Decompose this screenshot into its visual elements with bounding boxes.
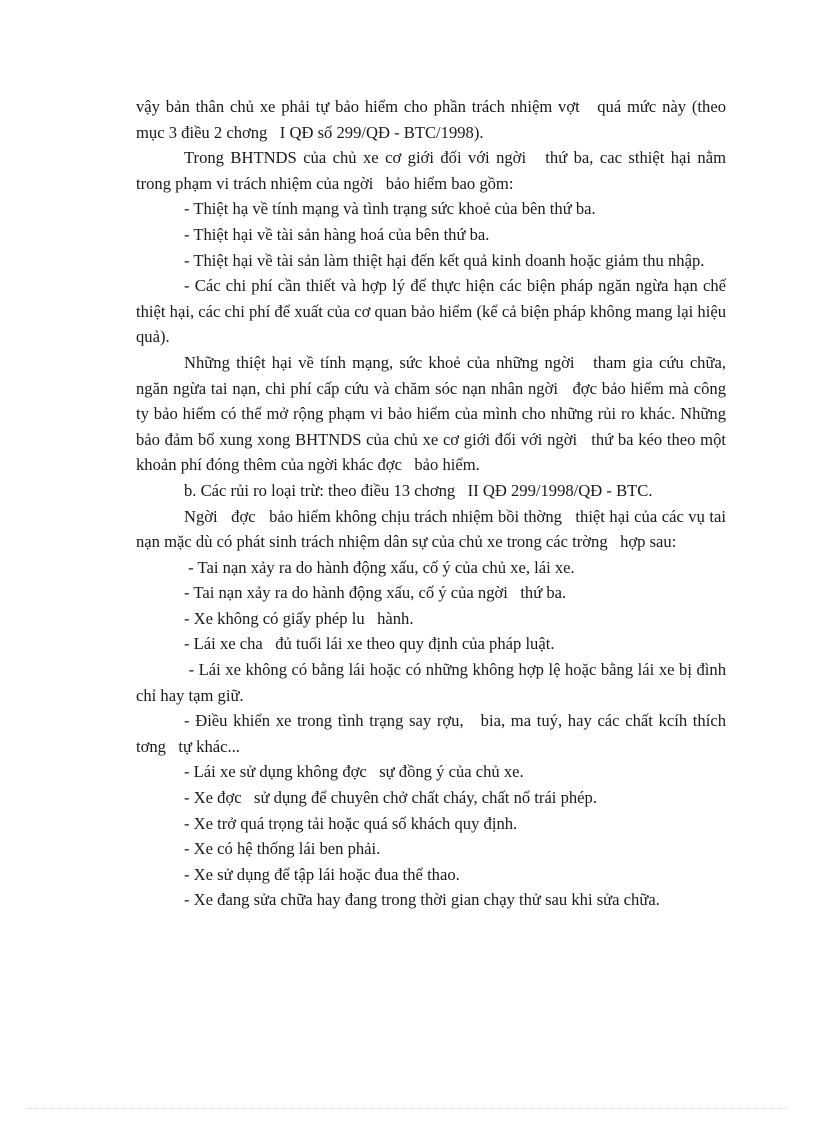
list-item: - Xe không có giấy phép lu hành.: [184, 608, 414, 628]
list-item: - Xe có hệ thống lái ben phải.: [184, 839, 381, 859]
list-item: - Thiệt hạ về tính mạng và tình trạng sức khoẻ của bên thứ ba.: [184, 199, 596, 219]
paragraph: Trong BHTNDS của chủ xe cơ giới đối với ngời thứ ba, cac sthiệt hại nằm trong phạm vi trách nhiệm của ngời bảo hiểm bao gồm:: [136, 148, 731, 193]
footer-divider: [28, 1108, 788, 1109]
list-item: - Xe đang sửa chữa hay đang trong thời gian chạy thử sau khi sửa chữa.: [184, 890, 660, 910]
paragraph: Ngời đợc bảo hiểm không chịu trách nhiệm bồi thờng thiệt hại của các vụ tai nạn mặc dù có phát sinh trách nhiệm dân sự của chủ xe trong các trờng hợp sau:: [136, 506, 731, 552]
list-item: - Điều khiển xe trong tình trạng say rợu, bia, ma tuý, hay các chất kcíh thích tơng tự khác...: [136, 711, 731, 756]
paragraph-continuation: vậy bản thân chủ xe phải tự bảo hiểm cho phần trách nhiệm vợt quá mức này (theo mục 3 điều 2 chơng I QĐ số 299/QĐ - BTC/1998).: [136, 97, 731, 142]
list-item: - Lái xe không có bằng lái hoặc có những không hợp lệ hoặc bằng lái xe bị đình chỉ hay tạm giữ.: [136, 660, 731, 705]
list-item: - Lái xe cha đủ tuổi lái xe theo quy định của pháp luật.: [184, 634, 555, 654]
list-item: - Thiệt hại về tài sản hàng hoá của bên thứ ba.: [184, 224, 490, 244]
paragraph: Những thiệt hại về tính mạng, sức khoẻ của những ngời tham gia cứu chữa, ngăn ngừa tai nạn, chi phí cấp cứu và chăm sóc nạn nhân ngời đợc bảo hiểm mà công ty bảo hiểm có thể mở rộng phạm vi bảo hiểm của mình cho những rủi ro khác. Những bảo đảm bổ xung xong BHTNDS của chủ xe cơ giới đối với ngời thứ ba kéo theo một khoản phí đóng thêm của ngời khác đợc bảo hiểm.: [136, 352, 731, 475]
section-heading: b. Các rủi ro loại trừ: theo điều 13 chơng II QĐ 299/1998/QĐ - BTC.: [184, 480, 653, 500]
list-item: - Lái xe sử dụng không đợc sự đồng ý của chủ xe.: [184, 762, 524, 782]
list-item: - Xe đợc sử dụng để chuyên chở chất cháy, chất nổ trái phép.: [184, 788, 597, 808]
list-item: - Tai nạn xảy ra do hành động xấu, cố ý của ngời thứ ba.: [184, 583, 567, 603]
list-item: - Tai nạn xảy ra do hành động xấu, cố ý của chủ xe, lái xe.: [184, 557, 575, 577]
list-item: - Xe sử dụng để tập lái hoặc đua thể thao.: [184, 864, 460, 884]
list-item: - Thiệt hại về tài sản làm thiệt hại đến kết quả kinh doanh hoặc giảm thu nhập.: [184, 250, 705, 270]
list-item: - Các chi phí cần thiết và hợp lý để thực hiện các biện pháp ngăn ngừa hạn chế thiệt hại, các chi phí để xuất của cơ quan bảo hiểm (kể cả biện pháp không mang lại hiệu quả).: [136, 276, 731, 347]
document-body: [136, 94, 731, 913]
list-item: - Xe trở quá trọng tải hoặc quá số khách quy định.: [184, 813, 518, 833]
